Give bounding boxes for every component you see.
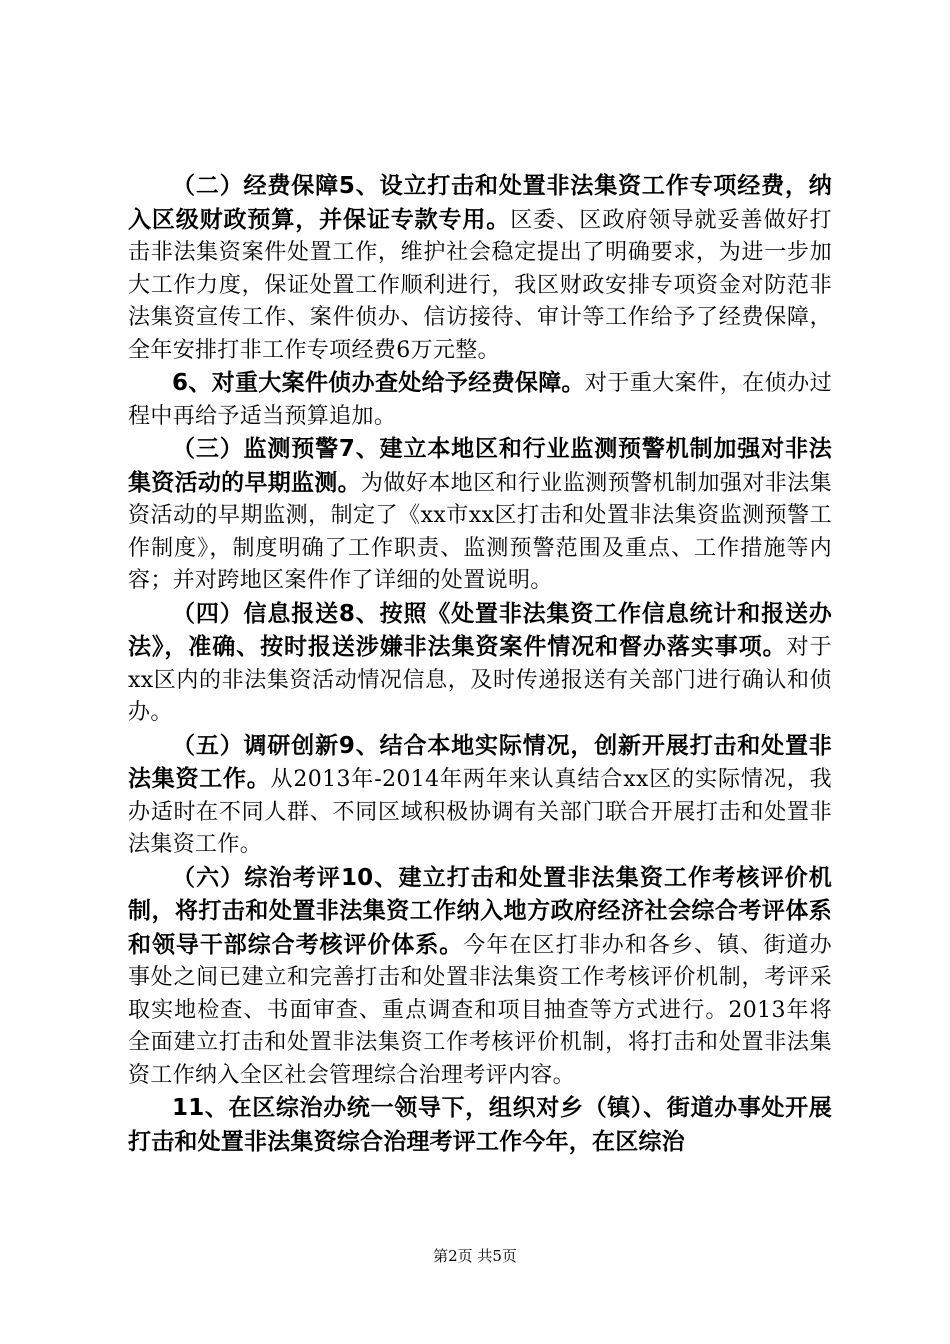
paragraph-governance [128,1092,832,1159]
heading-funding: （二）经费保障5、设立打击和处置非法集资工作专项经费，纳入区级财政预算，并保证专款专用。 [128,173,832,233]
document-body [128,170,832,1159]
body-major-cases: 对于重大案件，在侦办过程中再给予适当预算追加。 [128,371,832,429]
heading-monitoring: （三）监测预警7、建立本地区和行业监测预警机制加强对非法集资活动的早期监测。 [128,436,832,496]
paragraph-research [128,730,832,862]
paragraph-monitoring [128,433,832,598]
body-reporting: 对于xx区内的非法集资活动情况信息，及时传递报送有关部门进行确认和侦办。 [128,635,832,725]
paragraph-funding [128,170,832,367]
heading-reporting: （四）信息报送8、按照《处置非法集资工作信息统计和报送办法》，准确、按时报送涉嫌非法集资案件情况和督办落实事项。 [128,600,832,660]
body-monitoring: 为做好本地区和行业监测预警机制加强对非法集资活动的早期监测，制定了《xx市xx区打击和处置非法集资监测预警工作制度》，制度明确了工作职责、监测预警范围及重点、工作措施等内容；并对跨地区案件作了详细的处置说明。 [128,470,833,593]
body-research: 从2013年-2014年两年来认真结合xx区的实际情况，我办适时在不同人群、不同区域积极协调有关部门联合开展打击和处置非法集资工作。 [128,767,832,857]
paragraph-major-cases [128,367,832,433]
paragraph-evaluation [128,862,832,1093]
page-footer: 第2页 共5页 [433,1247,517,1265]
body-evaluation: 今年在区打非办和各乡、镇、街道办事处之间已建立和完善打击和处置非法集资工作考核评价机制，考评采取实地检查、书面审查、重点调查和项目抽查等方式进行。2013年将全面建立打击和处置非法集资工作考核评价机制，将打击和处置非法集资工作纳入全区社会管理综合治理考评内容。 [128,932,832,1088]
heading-evaluation: （六）综治考评10、建立打击和处置非法集资工作考核评价机制，将打击和处置非法集资工作纳入地方政府经济社会综合考评体系和领导干部综合考核评价体系。 [128,864,832,958]
heading-governance: 11、在区综治办统一领导下，组织对乡（镇）、街道办事处开展打击和处置非法集资综合治理考评工作今年，在区综治 [128,1095,832,1155]
body-funding: 区委、区政府领导就妥善做好打击非法集资案件处置工作，维护社会稳定提出了明确要求，为进一步加大工作力度，保证处置工作顺利进行，我区财政安排专项资金对防范非法集资宣传工作、案件侦办、信访接待、审计等工作给予了经费保障，全年安排打非工作专项经费6万元整。 [128,207,833,363]
paragraph-reporting [128,598,832,730]
heading-major-cases: 6、对重大案件侦办查处给予经费保障。 [172,370,585,396]
heading-research: （五）调研创新9、结合本地实际情况，创新开展打击和处置非法集资工作。 [128,732,832,792]
